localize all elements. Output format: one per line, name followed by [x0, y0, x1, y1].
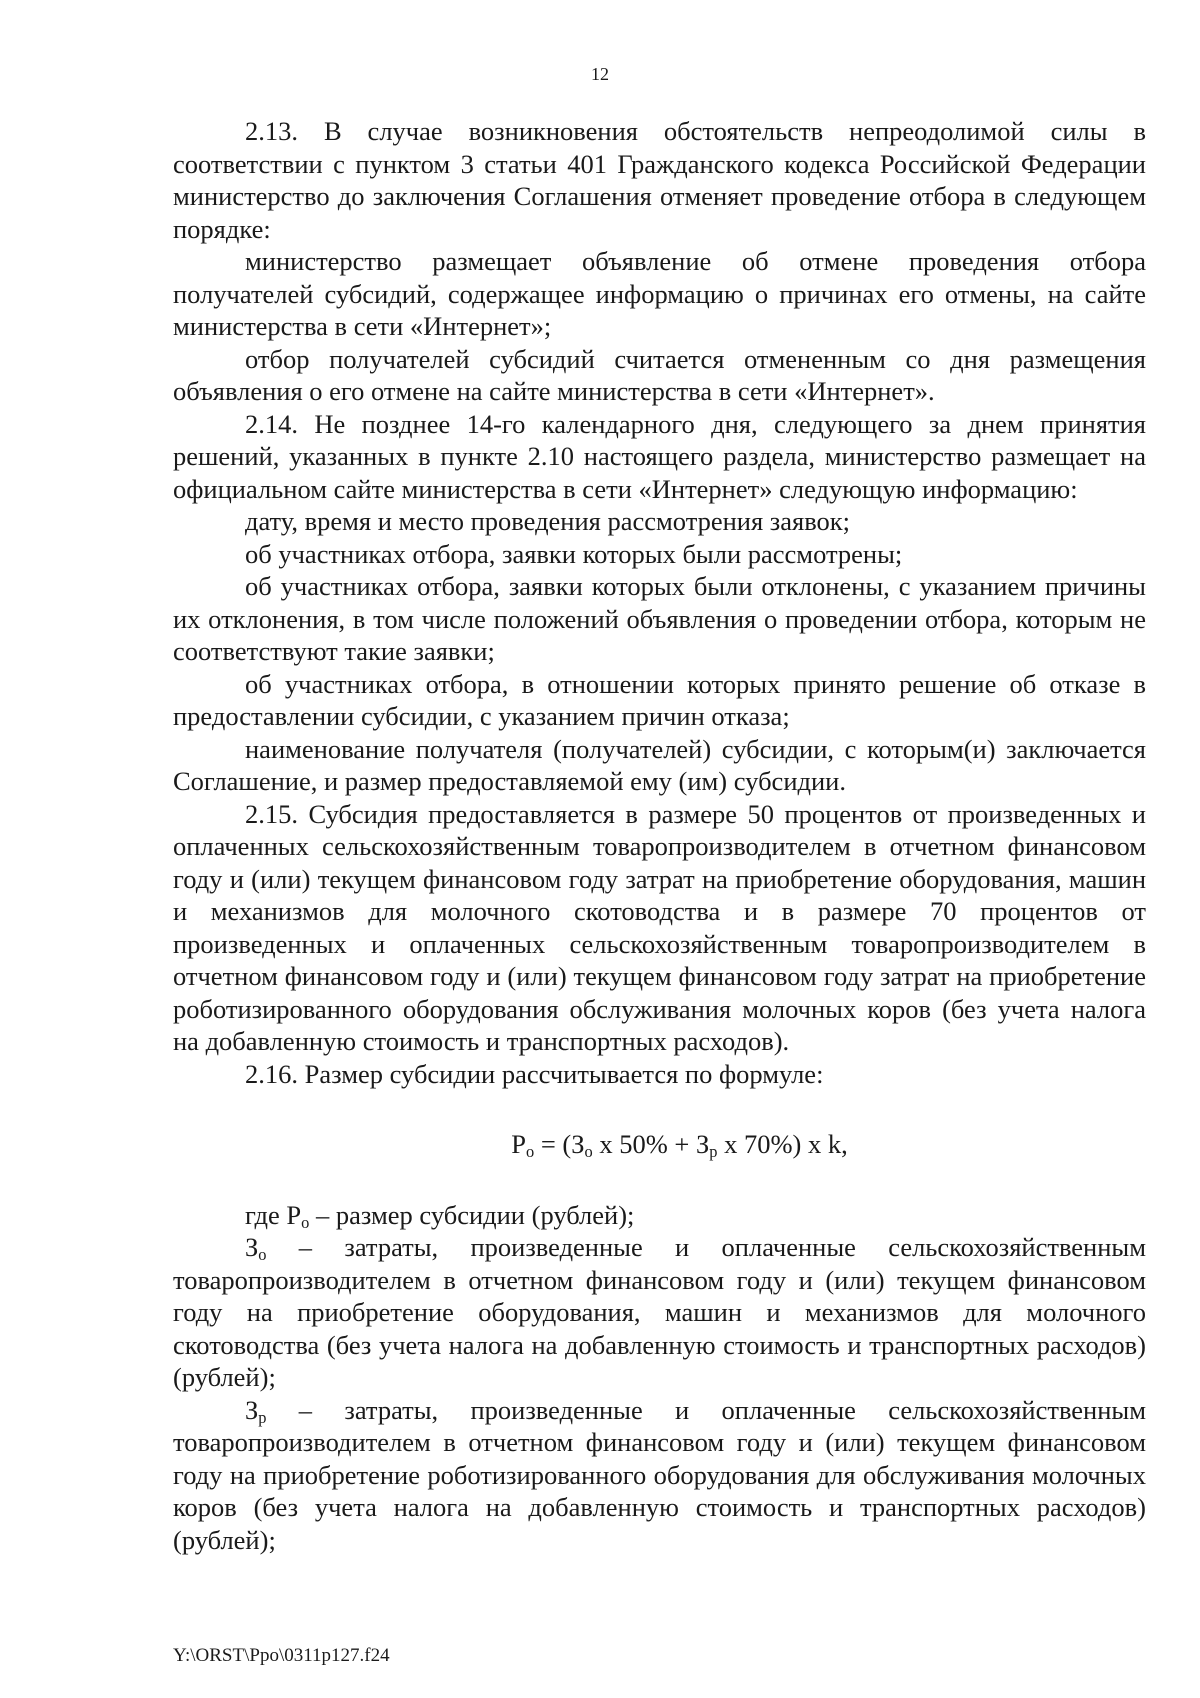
paragraph-2-14-item-2: об участниках отбора, заявки которых были рассмотрены;: [245, 538, 903, 569]
formula-p-subscript: о: [525, 1142, 535, 1162]
definition-po-symbol: P: [286, 1199, 302, 1230]
formula-mid: x 50% + З: [592, 1129, 710, 1159]
formula-zo-subscript: о: [584, 1142, 593, 1162]
definition-po-text: – размер субсидии (рублей);: [309, 1199, 635, 1230]
formula-zr-subscript: р: [709, 1142, 718, 1162]
paragraph-2-13: 2.13. В случае возникновения обстоятельств непреодолимой силы в соответствии с пунктом 3 статьи 401 Гражданского кодекса Российской Федерации министерство до заключения Соглашения отменяет проведение отбора в следующем порядке:: [173, 116, 1146, 244]
paragraph-2-14: 2.14. Не позднее 14-го календарного дня, следующего за днем принятия решений, указанных в пункте 2.10 настоящего раздела, министерство размещает на официальном сайте министерства в сети «Интернет» следующую информацию:: [173, 408, 1146, 504]
paragraph-2-14-item-5: наименование получателя (получателей) субсидии, с которым(и) заключается Соглашение, и размер предоставляемой ему (им) субсидии.: [173, 733, 1146, 796]
definition-zr-text: – затраты, произведенные и оплаченные сельскохозяйственным товаропроизводителем в отчетном финансовом году и (или) текущем финансовом году на приобретение роботизированного оборудования для обслуживания молочных коров (без учета налога на добавленную стоимость и транспортных расходов) (рублей);: [173, 1394, 1146, 1555]
paragraph-2-14-item-3: об участниках отбора, заявки которых были отклонены, с указанием причины их отклонения, в том числе положений объявления о проведении отбора, которым не соответствуют такие заявки;: [173, 571, 1146, 666]
definition-po-subscript: о: [301, 1212, 310, 1232]
definition-zr-subscript: р: [258, 1407, 267, 1427]
formula-p: P: [511, 1129, 526, 1159]
paragraph-2-15: 2.15. Субсидия предоставляется в размере 50 процентов от произведенных и оплаченных сельскохозяйственным товаропроизводителем в отчетном финансовом году и (или) текущем финансовом году затрат на приобретение оборудования, машин и механизмов для молочного скотоводства и в размере 70 процентов от произведенных и оплаченных сельскохозяйственным товаропроизводителем в отчетном финансовом году и (или) текущем финансовом году затрат на приобретение роботизированного оборудования обслуживания молочных коров (без учета налога на добавленную стоимость и транспортных расходов).: [173, 798, 1146, 1056]
definition-zr-symbol: З: [245, 1394, 259, 1425]
definition-po: [173, 1199, 1146, 1232]
definition-zo-subscript: о: [258, 1245, 267, 1265]
paragraph-2-14-item-4: об участниках отбора, в отношении которых принято решение об отказе в предоставлении субсидии, с указанием причин отказа;: [173, 668, 1146, 731]
definition-po-prefix: где: [245, 1199, 287, 1230]
paragraph-2-13-item-1: министерство размещает объявление об отмене проведения отбора получателей субсидий, содержащее информацию о причинах его отмены, на сайте министерства в сети «Интернет»;: [173, 246, 1146, 341]
definition-zo: [173, 1231, 1146, 1394]
document-body: [173, 115, 1146, 1556]
file-path-footer: Y:\ORST\Ppo\0311p127.f24: [173, 1645, 390, 1666]
definition-zo-text: – затраты, произведенные и оплаченные сельскохозяйственным товаропроизводителем в отчетном финансовом году и (или) текущем финансовом году на приобретение оборудования, машин и механизмов для молочного скотоводства (без учета налога на добавленную стоимость и транспортных расходов) (рублей);: [173, 1232, 1146, 1392]
formula-tail: x 70%) x k,: [717, 1129, 848, 1159]
definition-zr: [173, 1394, 1146, 1557]
paragraph-2-14-item-1: дату, время и место проведения рассмотрения заявок;: [245, 506, 851, 536]
subsidy-formula: [173, 1128, 1146, 1161]
paragraph-2-13-item-2: отбор получателей субсидий считается отмененным со дня размещения объявления о его отмене на сайте министерства в сети «Интернет».: [173, 343, 1146, 406]
definition-zo-symbol: З: [245, 1232, 259, 1262]
paragraph-2-16: 2.16. Размер субсидии рассчитывается по формуле:: [245, 1058, 824, 1089]
page-number: 12: [591, 64, 609, 84]
formula-eq-open: = (З: [534, 1129, 585, 1159]
